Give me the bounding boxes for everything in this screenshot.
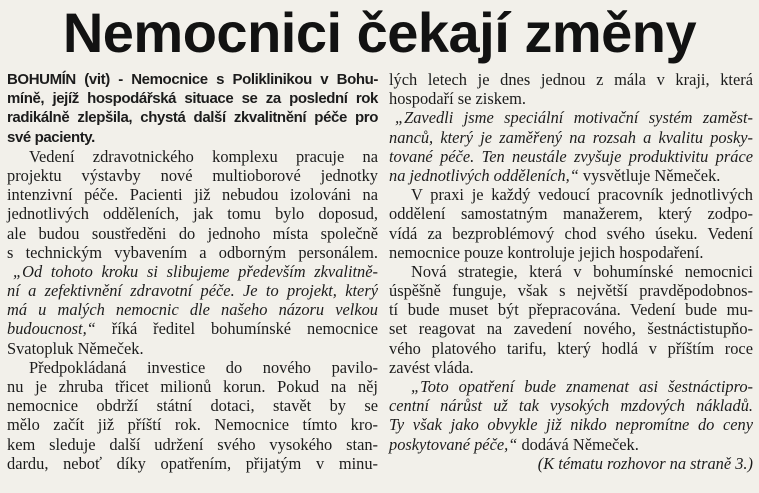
left-column-line: má u malých nemocnic dle našeho názoru velkou bbox=[7, 300, 378, 320]
right-column-line: tí bude muset být přepracována. Vedení bude mu- bbox=[389, 300, 753, 320]
right-column-line: zavést vláda. bbox=[389, 357, 474, 377]
left-column-line: jednotlivých odděleních, jak tomu bylo doposud, bbox=[7, 204, 378, 224]
right-column-line: oddělení samostatným manažerem, který zodpo- bbox=[389, 204, 753, 224]
left-column-line: intenzivní péče. Pacienti již nebudou izolováni na bbox=[7, 185, 378, 205]
left-column-line: nemocnice obdrží státní dotaci, stavět by se bbox=[7, 396, 378, 416]
left-column-line: ní a zefektivnění zdravotní péče. Je to projekt, který bbox=[7, 281, 378, 301]
right-column-line: nemocnice pouze kontroluje jejich hospodaření. bbox=[389, 242, 704, 262]
left-column-line: kem sleduje další udržení svého vysokého stan- bbox=[7, 434, 378, 454]
left-column-line: projektu výstavby nové multioborové jednotky bbox=[7, 165, 378, 185]
right-column-line: set reagovat na zavedení nového, šestnáctistupňo- bbox=[389, 319, 753, 339]
quote-italic-part: budoucnost,“ bbox=[7, 319, 96, 339]
left-column-line: s technickým vybavením a odborným personálem. bbox=[7, 242, 378, 262]
quote-attribution-part: vysvětluje Němeček. bbox=[578, 165, 721, 185]
right-column-line: lých letech je dnes jednou z mála v kraji, která bbox=[389, 70, 753, 89]
left-column-line: své pacienty. bbox=[7, 128, 95, 146]
right-column-line: vého platového tarifu, který hodlá v příštím roce bbox=[389, 338, 753, 358]
left-column-line: BOHUMÍN (vit) - Nemocnice s Poliklinikou v Bohu- bbox=[7, 71, 378, 88]
right-column-line: V praxi je každý vedoucí pracovník jednotlivých bbox=[411, 185, 753, 205]
left-column-line: Předpokládaná investice do nového pavilo- bbox=[29, 357, 378, 377]
quote-attribution-part: dodává Němeček. bbox=[517, 434, 639, 454]
left-column-line: nu je zhruba třicet milionů korun. Pokud na něj bbox=[7, 377, 378, 396]
article-column-left bbox=[7, 70, 378, 473]
quote-italic-part: poskytované péče,“ bbox=[389, 434, 518, 454]
left-column-line: mělo začít již příští rok. Nemocnice tímto kro- bbox=[7, 415, 378, 435]
left-column-line: „Od tohoto kroku si slibujeme především zkvalitně- bbox=[13, 261, 378, 281]
right-column-line bbox=[389, 166, 753, 185]
left-column-line: dardu, neboť díky opatřením, přijatým v minu- bbox=[7, 453, 378, 473]
left-column-line: ale budou soustředěni do jednoho místa společně bbox=[7, 223, 378, 243]
right-column-line: „Zavedli jsme speciální motivační systém zaměst- bbox=[395, 108, 753, 128]
quote-attribution-part: říká ředitel bohumínské nemocnice bbox=[95, 319, 378, 339]
left-column-line bbox=[7, 319, 378, 338]
right-column-line: Ty však jako obvykle již nikdo nepromítne do ceny bbox=[389, 415, 753, 435]
left-column-line: radikálně zlepšila, chystá další zkvalitnění péče pro bbox=[7, 109, 378, 127]
article-column-right bbox=[389, 70, 753, 473]
right-column-line: tované péče. Ten neustále zvyšuje produktivitu práce bbox=[389, 146, 753, 166]
right-column-line: Nová strategie, která v bohumínské nemocnici bbox=[411, 261, 753, 281]
left-column-line: Vedení zdravotnického komplexu pracuje na bbox=[29, 146, 378, 166]
right-column-line: hospodaří se ziskem. bbox=[389, 89, 527, 109]
right-column-line: nanců, který je zaměřený na rozsah a kvalitu posky- bbox=[389, 127, 753, 147]
left-column-line: míně, jejíž hospodářská situace se za poslední rok bbox=[7, 90, 378, 108]
right-column-line bbox=[389, 435, 753, 454]
right-column-line: úspěšně funguje, však s největší pravděpodobnos- bbox=[389, 281, 753, 301]
right-column-line: (K tématu rozhovor na straně 3.) bbox=[537, 453, 753, 473]
right-column-line: „Toto opatření bude znamenat asi šestnáctipro- bbox=[411, 377, 753, 396]
headline: Nemocnici čekají změny bbox=[62, 1, 697, 64]
right-column-line: centní nárůst už tak vysokých mzdových nákladů. bbox=[389, 396, 753, 416]
left-column-line: Svatopluk Němeček. bbox=[7, 338, 144, 358]
right-column-line: vídá za bezproblémový chod svého úseku. Vedení bbox=[389, 223, 753, 243]
quote-italic-part: na jednotlivých odděleních,“ bbox=[389, 165, 579, 185]
